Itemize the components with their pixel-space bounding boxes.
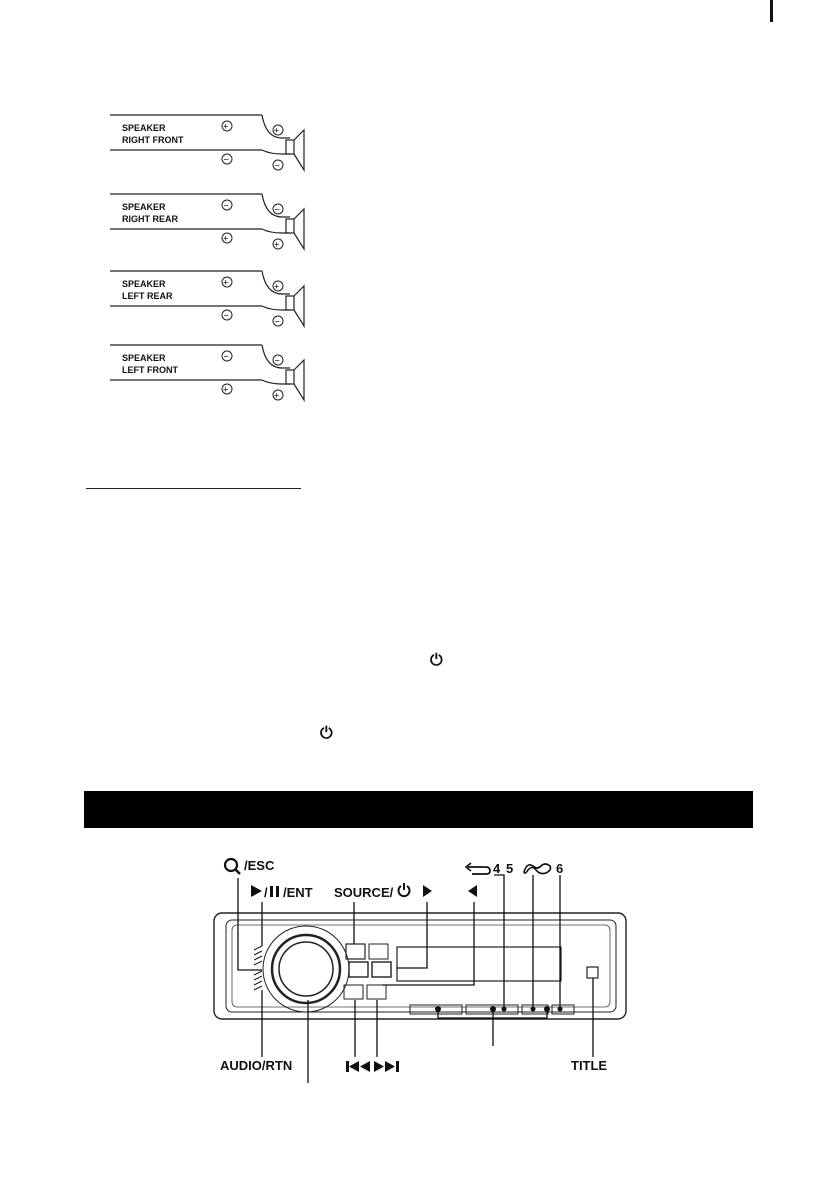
slash-text: / xyxy=(264,885,268,900)
plus-sign: + xyxy=(223,233,229,244)
plus-sign: + xyxy=(274,125,280,136)
ent-label: /ENT xyxy=(283,885,313,900)
power-icon: ⏻ xyxy=(430,652,443,669)
title-label: TITLE xyxy=(571,1058,608,1073)
previous-button[interactable] xyxy=(344,985,363,999)
power-icon xyxy=(398,883,409,896)
speaker-label-line2: RIGHT REAR xyxy=(122,214,178,224)
esc-label: /ESC xyxy=(244,858,275,873)
section-divider xyxy=(86,488,301,489)
power-icon: ⏻ xyxy=(320,725,333,742)
volume-knob[interactable] xyxy=(279,942,333,996)
speaker-label-line2: LEFT FRONT xyxy=(122,365,178,375)
minus-sign: − xyxy=(223,154,229,165)
left-arrow-icon xyxy=(468,885,477,897)
speaker-label-line1: SPEAKER xyxy=(122,202,166,212)
plus-sign: + xyxy=(274,239,280,250)
right-arrow-icon xyxy=(423,885,432,897)
front-panel xyxy=(214,913,626,1019)
left-arrow-button[interactable] xyxy=(372,962,391,977)
source-label: SOURCE/ xyxy=(334,885,394,900)
minus-sign: − xyxy=(274,160,280,171)
speaker-group-right-front xyxy=(110,115,304,171)
speaker-label-line2: RIGHT FRONT xyxy=(122,135,184,145)
minus-sign: − xyxy=(274,204,280,215)
plus-sign: + xyxy=(223,121,229,132)
callout-lines xyxy=(238,875,593,1083)
speaker-group-left-rear xyxy=(110,271,304,327)
plus-sign: + xyxy=(274,390,280,401)
section-header-bar xyxy=(84,791,753,828)
minus-sign: − xyxy=(274,355,280,366)
shuffle-icon xyxy=(524,864,551,874)
minus-sign: − xyxy=(223,351,229,362)
speaker-label-line1: SPEAKER xyxy=(122,279,166,289)
minus-sign: − xyxy=(223,200,229,211)
speaker-label-line2: LEFT REAR xyxy=(122,291,173,301)
source-power-button[interactable] xyxy=(346,944,365,959)
next-track-icon xyxy=(374,1061,399,1072)
search-icon xyxy=(225,859,240,874)
pause-icon xyxy=(270,886,273,897)
previous-track-icon xyxy=(346,1061,370,1072)
right-arrow-button[interactable] xyxy=(349,962,368,977)
preset-5-label: 5 xyxy=(506,861,514,876)
preset-4-label: 4 xyxy=(493,861,501,876)
speaker-group-right-rear xyxy=(110,194,304,250)
speaker-group-left-front xyxy=(110,345,304,401)
title-button[interactable] xyxy=(587,967,598,978)
next-button[interactable] xyxy=(367,985,386,999)
plus-sign: + xyxy=(223,384,229,395)
minus-sign: − xyxy=(274,316,280,327)
audio-rtn-label: AUDIO/RTN xyxy=(220,1058,293,1073)
knob-ring-outer xyxy=(263,926,349,1012)
preset-6-label: 6 xyxy=(556,861,564,876)
plus-sign: + xyxy=(223,277,229,288)
speaker-label-line1: SPEAKER xyxy=(122,353,166,363)
display-window xyxy=(397,947,561,981)
play-icon xyxy=(251,885,262,897)
preset-button[interactable] xyxy=(552,1005,574,1014)
repeat-icon xyxy=(466,863,490,874)
minus-sign: − xyxy=(223,310,229,321)
plus-sign: + xyxy=(274,281,280,292)
speaker-label-line1: SPEAKER xyxy=(122,123,166,133)
